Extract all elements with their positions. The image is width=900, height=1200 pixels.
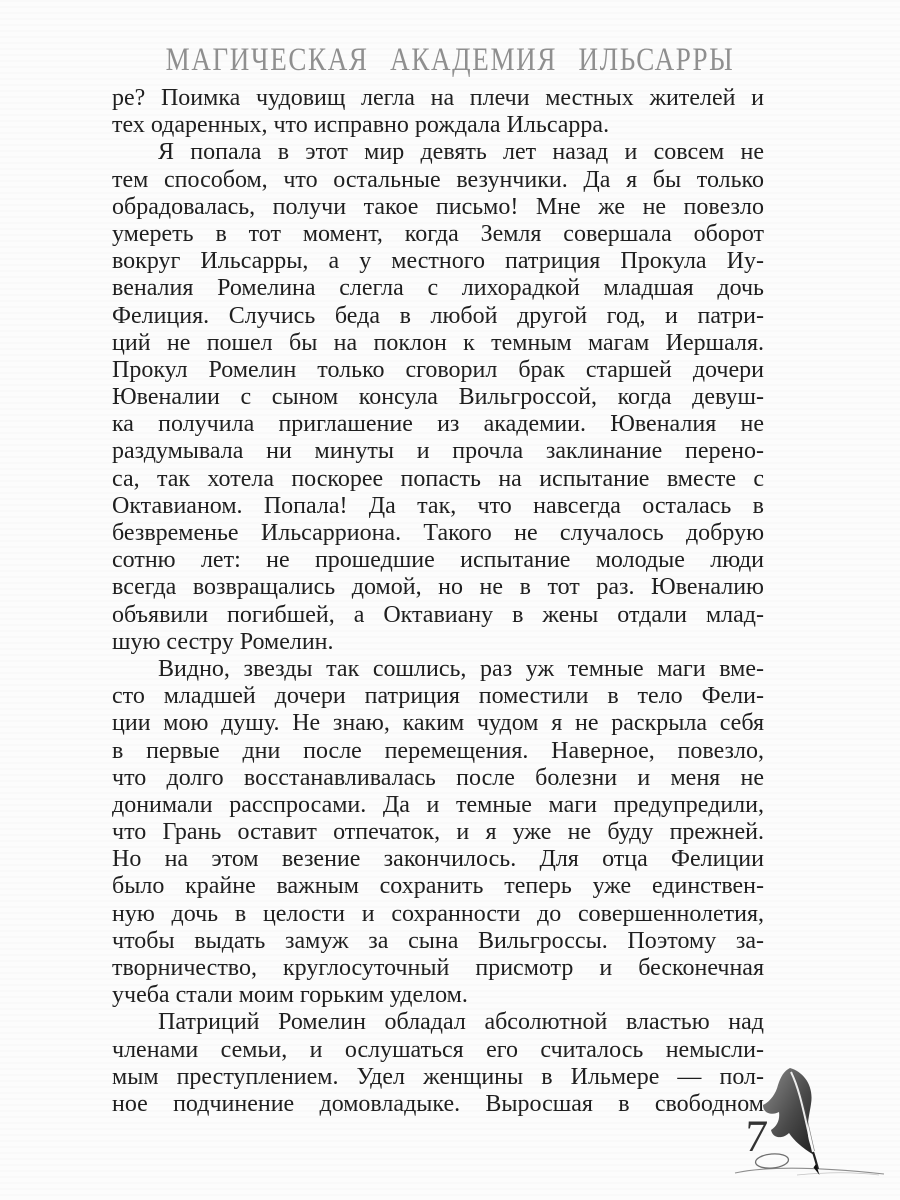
- text-line: раздумывала ни минуты и прочла заклинание перено-: [112, 438, 764, 465]
- text-line: безвременье Ильсарриона. Такого не случалось добрую: [112, 520, 764, 546]
- text-line: веналия Ромелина слегла с лихорадкой младшая дочь: [112, 275, 764, 302]
- text-line: обрадовалась, получи такое письмо! Мне же не повезло: [112, 193, 764, 220]
- text-line: всегда возвращались домой, но не в тот раз. Ювеналию: [112, 574, 764, 601]
- text-line: творничество, круглосуточный присмотр и бесконечная: [112, 955, 764, 981]
- flourish-line-echo: [797, 1173, 879, 1175]
- feather-plume: [763, 1068, 814, 1155]
- text-line: шую сестру Ромелин.: [112, 628, 334, 655]
- text-line: мым преступлением. Удел женщины в Ильмере — пол-: [112, 1063, 764, 1090]
- text-line: ций не пошел бы на поклон к темным магам Иершаля.: [112, 329, 764, 356]
- quill-feather-icon: [727, 1056, 892, 1194]
- text-line: Видно, звезды так сошлись, раз уж темные маги вме-: [158, 655, 764, 682]
- text-line: ка получила приглашение из академии. Ювеналия не: [112, 411, 764, 438]
- text-line: умереть в тот момент, когда Земля совершала оборот: [112, 220, 764, 247]
- body-text: [112, 85, 764, 1118]
- text-line: Ювеналии с сыном консула Вильгроссой, когда девуш-: [112, 384, 764, 411]
- text-line: Октавианом. Попала! Да так, что навсегда осталась в: [112, 492, 764, 519]
- text-line: донимали расспросами. Да и темные маги предупредили,: [112, 791, 764, 818]
- text-line: тех одаренных, что исправно рождала Ильсарра.: [112, 112, 610, 139]
- flourish-oval: [755, 1153, 789, 1170]
- text-line: ное подчинение домовладыке. Выросшая в свободном: [112, 1090, 764, 1117]
- running-head: МАГИЧЕСКАЯ АКАДЕМИЯ ИЛЬСАРРЫ: [165, 42, 735, 78]
- text-line: сотню лет: не прошедшие испытание молодые люди: [112, 547, 764, 574]
- text-line: тем способом, что остальные везунчики. Да я бы только: [112, 166, 764, 193]
- text-line: членами семьи, и ослушаться его считалось немысли-: [112, 1036, 764, 1063]
- text-line: Прокул Ромелин только сговорил брак старшей дочери: [112, 356, 764, 383]
- text-line: объявили погибшей, а Октавиану в жены отдали млад-: [112, 601, 764, 628]
- text-line: сто младшей дочери патриция поместили в тело Фели-: [112, 683, 764, 710]
- page-number: 7: [743, 1111, 769, 1161]
- text-line: учеба стали моим горьким уделом.: [112, 982, 468, 1009]
- text-line: что долго восстанавливалась после болезни и меня не: [112, 764, 764, 791]
- text-line: са, так хотела поскорее попасть на испытание вместе с: [112, 465, 764, 492]
- text-line: Я попала в этот мир девять лет назад и совсем не: [158, 139, 764, 166]
- text-line: ре? Поимка чудовищ легла на плечи местных жителей и: [112, 85, 764, 111]
- text-line: чтобы выдать замуж за сына Вильгроссы. Поэтому за-: [112, 927, 764, 954]
- text-line: вокруг Ильсарры, а у местного патриция Прокула Иу-: [112, 248, 764, 275]
- text-line: Патриций Ромелин обладал абсолютной властью над: [158, 1009, 764, 1036]
- text-line: ную дочь в целости и сохранности до совершеннолетия,: [112, 900, 764, 927]
- text-line: ции мою душу. Не знаю, каким чудом я не раскрыла себя: [112, 710, 764, 737]
- text-line: что Грань оставит отпечаток, и я уже не буду прежней.: [112, 819, 764, 846]
- text-line: было крайне важным сохранить теперь уже единствен-: [112, 873, 764, 900]
- text-line: Но на этом везение закончилось. Для отца Фелиции: [112, 846, 764, 873]
- text-line: Фелиция. Случись беда в любой другой год, и патри-: [112, 302, 764, 329]
- text-line: в первые дни после перемещения. Наверное, повезло,: [112, 737, 764, 764]
